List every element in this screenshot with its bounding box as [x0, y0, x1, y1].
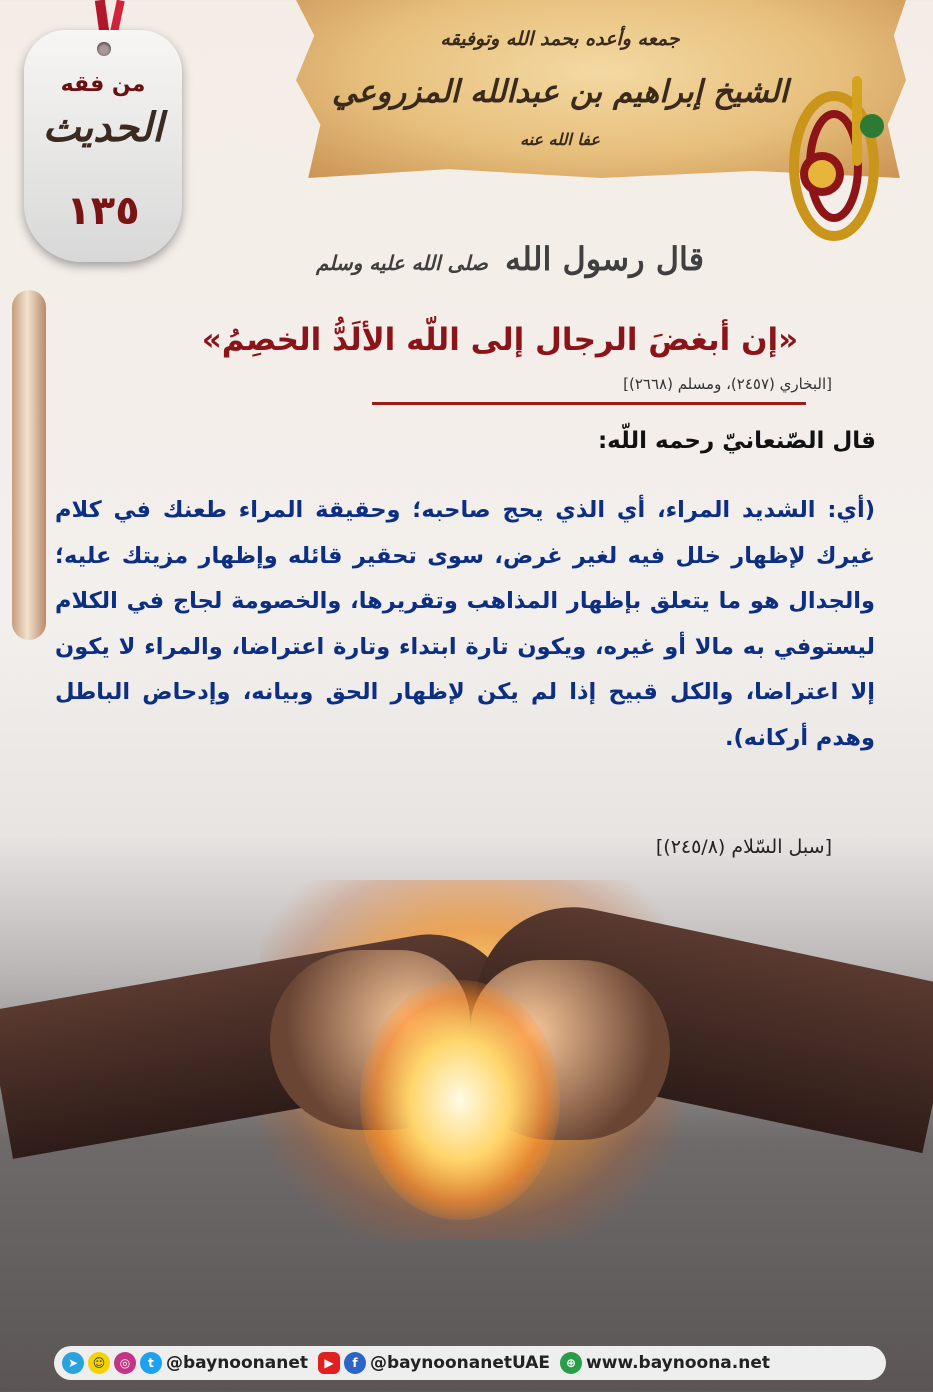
scroll-decoration — [12, 290, 46, 640]
youtube-icon[interactable]: ▶ — [318, 1352, 340, 1374]
afa-line: عفا الله عنه — [520, 130, 600, 149]
hadith-text: «إن أبغضَ الرجال إلى اللّه الألَدُّ الخصِمُ» — [201, 322, 799, 358]
hadith-intro — [180, 240, 840, 278]
compiled-by-line: جمعه وأعده بحمد الله وتوفيقه — [440, 28, 680, 50]
tag-hole — [97, 42, 111, 56]
commentary-reference: [سبل السّلام (٢٤٥/٨)] — [655, 836, 832, 858]
sheikh-name: الشيخ إبراهيم بن عبدالله المزروعي — [331, 74, 789, 110]
tag-label-min-fiqh: من فقه — [60, 72, 146, 97]
hadith-number: ١٣٥ — [66, 188, 140, 234]
baynoona-logo-icon — [772, 56, 896, 252]
divider — [372, 402, 806, 405]
website-link[interactable]: www.baynoona.net — [586, 1353, 770, 1373]
social-handle[interactable]: @baynoonanet — [166, 1353, 308, 1373]
tag-label-hadith: الحديث — [42, 104, 164, 151]
globe-icon[interactable]: ⊕ — [560, 1352, 582, 1374]
social-footer — [54, 1346, 886, 1380]
commentary-text: (أي: الشديد المراء، أي الذي يحج صاحبه؛ وحقيقة المراء طعنك في كلام غيرك لإظهار خلل فيه لغير غرض، سوى تحقير قائله وإظهار مزيتك عليه؛ والجدال هو ما يتعلق بإظهار المذاهب وتقريرها، والخصومة لجاج في الكلام ليستوفي به مالا أو غيره، ويكون تارة ابتداء وتارة اعتراضا، والمراء لا يكون إلا اعتراضا، والكل قبيح إذا لم يكن لإظهار الحق وبيانه، وإدحاض الباطل وهدم أركانه). — [55, 497, 875, 751]
snapchat-icon[interactable]: ☺ — [88, 1352, 110, 1374]
qala-rasul: قال رسول الله — [504, 240, 704, 278]
telegram-icon[interactable]: ➤ — [62, 1352, 84, 1374]
hadith-source: [البخاري (٢٤٥٧)، ومسلم (٢٦٦٨)] — [623, 375, 832, 393]
facebook-handle[interactable]: @baynoonanetUAE — [370, 1353, 551, 1373]
instagram-icon[interactable]: ◎ — [114, 1352, 136, 1374]
impact-glow — [360, 980, 560, 1220]
commentary-attribution: قال الصّنعانيّ رحمه اللّه: — [597, 428, 876, 454]
twitter-icon[interactable]: t — [140, 1352, 162, 1374]
salutation: صلى الله عليه وسلم — [316, 251, 488, 275]
facebook-icon[interactable]: f — [344, 1352, 366, 1374]
